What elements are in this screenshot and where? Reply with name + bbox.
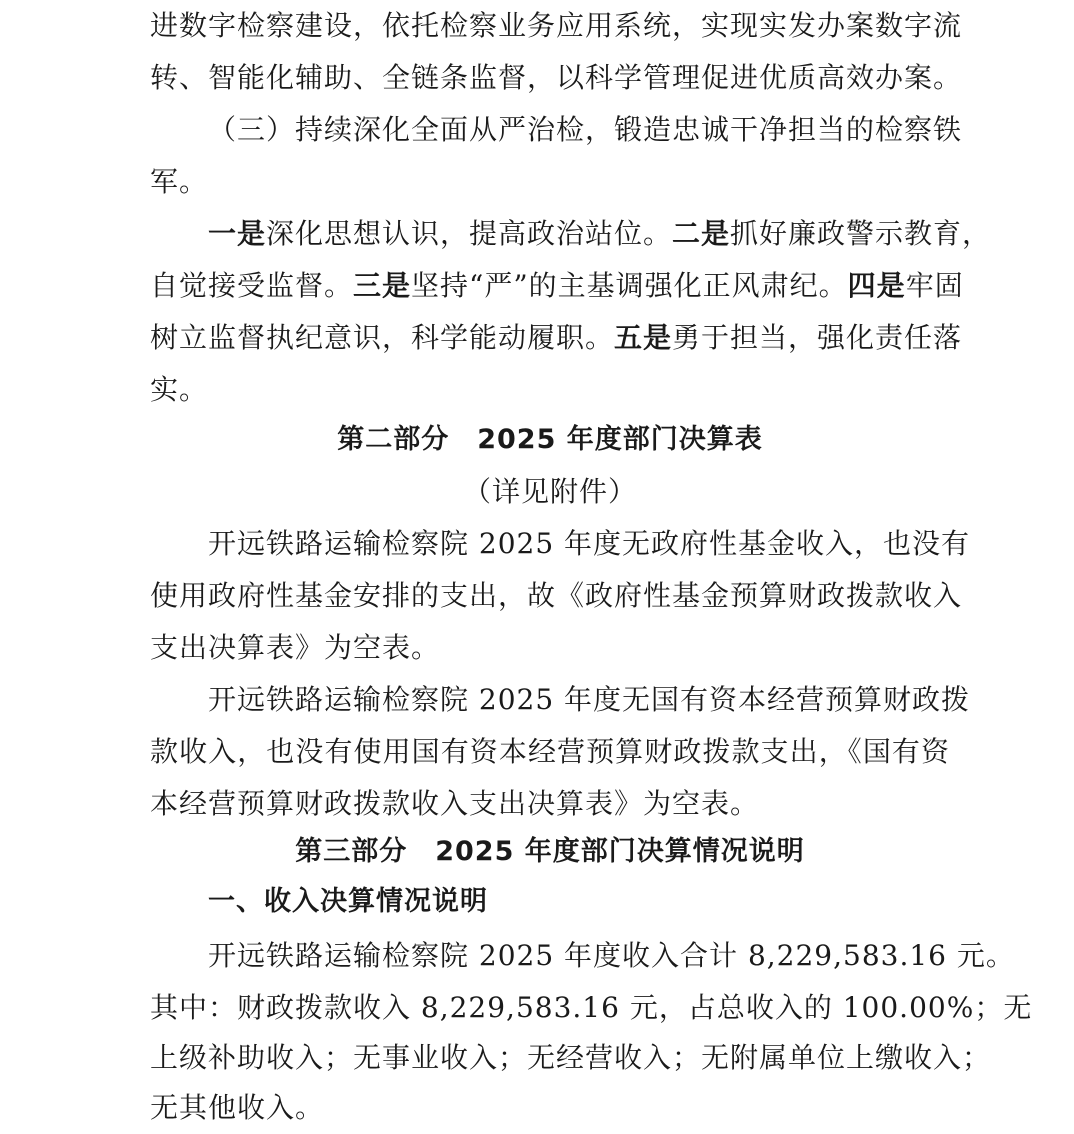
point-text: 坚持“严”的主基调强化正风肃纪。 xyxy=(411,269,848,302)
point-label: 二是 xyxy=(672,217,731,250)
paragraph-line: 开远铁路运输检察院 2025 年度无国有资本经营预算财政拨 xyxy=(208,683,971,716)
paragraph-line: 款收入，也没有使用国有资本经营预算财政拨款支出，《国有资 xyxy=(150,735,950,768)
part-two-title: 第二部分 2025 年度部门决算表 xyxy=(337,424,763,455)
points-line xyxy=(150,260,964,312)
point-text: 深化思想认识，提高政治站位。 xyxy=(266,217,673,250)
points-line: 实。 xyxy=(150,373,209,406)
paragraph-line: 转、智能化辅助、全链条监督，以科学管理促进优质高效办案。 xyxy=(150,61,963,94)
paragraph-line: 进数字检察建设，依托检察业务应用系统，实现实发办案数字流 xyxy=(150,9,963,42)
point-label: 一是 xyxy=(208,217,267,250)
point-text: 自觉接受监督。 xyxy=(150,269,354,302)
point-text: 抓好廉政警示教育， xyxy=(730,217,992,250)
paragraph-line: 支出决算表》为空表。 xyxy=(150,631,441,664)
part-two-subtitle: （详见附件） xyxy=(462,475,637,508)
section-heading: 军。 xyxy=(150,165,209,198)
points-line xyxy=(150,312,963,364)
section-heading: （三）持续深化全面从严治检，锻造忠诚干净担当的检察铁 xyxy=(208,113,963,146)
part-three-title: 第三部分 2025 年度部门决算情况说明 xyxy=(295,836,805,867)
paragraph-line: 使用政府性基金安排的支出，故《政府性基金预算财政拨款收入 xyxy=(150,579,963,612)
point-label: 三是 xyxy=(353,269,412,302)
paragraph-line: 开远铁路运输检察院 2025 年度收入合计 8,229,583.16 元。 xyxy=(208,939,1015,972)
paragraph-line: 无其他收入。 xyxy=(150,1091,325,1124)
point-text: 树立监督执纪意识，科学能动履职。 xyxy=(150,321,615,354)
point-label: 五是 xyxy=(614,321,673,354)
points-line xyxy=(150,208,992,260)
point-label: 四是 xyxy=(847,269,906,302)
paragraph-line: 开远铁路运输检察院 2025 年度无政府性基金收入，也没有 xyxy=(208,527,971,560)
point-text: 牢固 xyxy=(905,269,964,302)
part-three-subheading: 一、收入决算情况说明 xyxy=(208,886,488,917)
paragraph-line: 本经营预算财政拨款收入支出决算表》为空表。 xyxy=(150,787,760,820)
paragraph-line: 上级补助收入；无事业收入；无经营收入；无附属单位上缴收入； xyxy=(150,1041,992,1074)
point-text: 勇于担当，强化责任落 xyxy=(672,321,963,354)
paragraph-line: 其中：财政拨款收入 8,229,583.16 元，占总收入的 100.00%；无 xyxy=(150,991,1033,1024)
